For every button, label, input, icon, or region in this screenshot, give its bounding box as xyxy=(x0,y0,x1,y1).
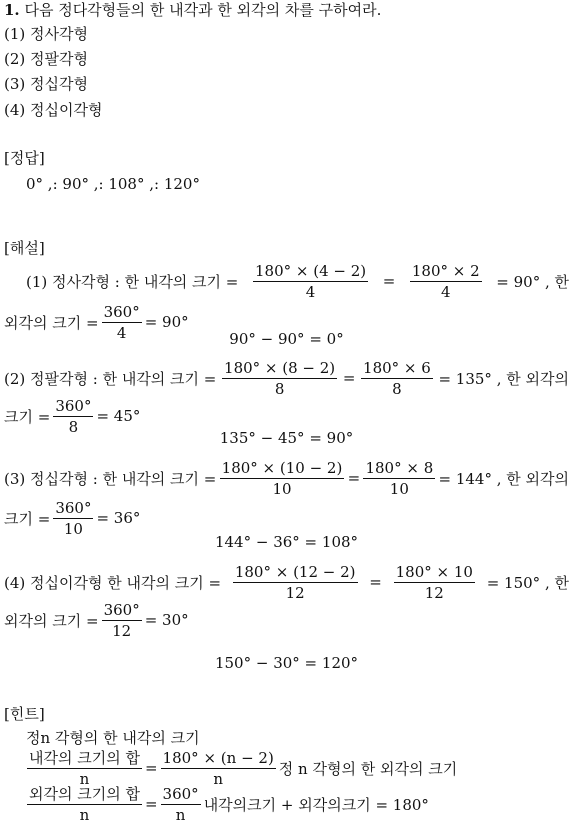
p4-tail: = 150° , 한 xyxy=(486,573,569,592)
problem-statement xyxy=(4,0,381,20)
p2-difference: 135° − 45° = 90° xyxy=(219,429,354,447)
p3-fraction-2: $\frac{180^\circ \times 8}{10}$ xyxy=(365,458,434,498)
p3-difference: 144° − 36° = 108° xyxy=(214,533,359,551)
hint-line2-tail: 정 n 각형의 한 외각의 크기 xyxy=(278,759,458,778)
p1-difference: 90° − 90° = 0° xyxy=(229,330,344,348)
problem-item-3: (3) 정십각형 xyxy=(4,75,88,93)
p3-line2-result: = 36° xyxy=(96,509,141,527)
hint-line3-equals: = xyxy=(144,795,158,813)
hint-exterior-formula-fraction: $\frac{360^\circ}{n}$ xyxy=(162,784,199,824)
p3-fraction-3: $\frac{360^\circ}{10}$ xyxy=(55,498,92,538)
p1-tail: = 90° , 한 xyxy=(496,272,569,291)
p2-fraction-2: $\frac{180^\circ \times 6}{8}$ xyxy=(363,358,431,398)
p4-lead: (4) 정십이각형 한 내각의 크기 = xyxy=(4,573,222,592)
p4-difference: 150° − 30° = 120° xyxy=(214,654,359,672)
hint-exterior-sum-fraction: $\frac{\text{외각의 크기의 합}}{n}$ xyxy=(29,784,140,824)
p2-line2-result: = 45° xyxy=(96,407,141,425)
p3-lead: (3) 정십각형 : 한 내각의 크기 = xyxy=(4,469,217,488)
p4-equals: = xyxy=(369,573,382,591)
p1-fraction-1: $\frac{180^\circ \times (4 - 2)}{4}$ xyxy=(254,261,367,301)
p2-lead: (2) 정팔각형 : 한 내각의 크기 = xyxy=(4,369,217,388)
p1-line2-lead: 외각의 크기 = xyxy=(4,313,99,332)
hint-line3-tail: 내각의크기 + 외각의크기 = 180° xyxy=(203,795,429,814)
p4-fraction-2: $\frac{180^\circ \times 10}{12}$ xyxy=(395,562,473,602)
problem-number: 1. xyxy=(4,1,20,19)
problem-question: 다음 정다각형들의 한 내각과 한 외각의 차를 구하여라. xyxy=(24,1,382,19)
explanation-header: [해설] xyxy=(4,239,45,257)
explanation-part-4-line-2 xyxy=(4,598,189,642)
problem-item-2: (2) 정팔각형 xyxy=(4,50,88,68)
answer-header: [정답] xyxy=(4,149,45,167)
hint-interior-formula-fraction: $\frac{180^\circ \times (n - 2)}{n}$ xyxy=(162,748,274,788)
problem-item-4: (4) 정십이각형 xyxy=(4,101,103,119)
p4-line2-result: = 30° xyxy=(144,611,189,629)
p3-tail: = 144° , 한 외각의 xyxy=(438,469,569,488)
p1-line2-result: = 90° xyxy=(144,313,189,331)
p1-equals: = xyxy=(382,272,396,290)
answer-text: 0° ,: 90° ,: 108° ,: 120° xyxy=(26,175,200,193)
p2-fraction-3: $\frac{360^\circ}{8}$ xyxy=(55,396,92,436)
p4-fraction-3: $\frac{360^\circ}{12}$ xyxy=(103,600,140,640)
p1-lead: (1) 정사각형 : 한 내각의 크기 = xyxy=(26,272,239,291)
p1-fraction-2: $\frac{180^\circ \times 2}{4}$ xyxy=(411,261,480,301)
p1-fraction-3: $\frac{360^\circ}{4}$ xyxy=(103,302,140,342)
p3-line2-lead: 크기 = xyxy=(4,509,51,528)
p2-fraction-1: $\frac{180^\circ \times (8 - 2)}{8}$ xyxy=(224,358,336,398)
p2-equals: = xyxy=(342,369,356,387)
p4-line2-lead: 외각의 크기 = xyxy=(4,611,99,630)
p3-equals: = xyxy=(347,469,361,487)
problem-item-1: (1) 정사각형 xyxy=(4,25,88,43)
p4-fraction-1: $\frac{180^\circ \times (12 - 2)}{12}$ xyxy=(234,562,356,602)
hint-line2-equals: = xyxy=(144,759,158,777)
hint-line-1: 정n 각형의 한 내각의 크기 xyxy=(26,729,200,747)
hint-header: [힌트] xyxy=(4,705,45,723)
p2-tail: = 135° , 한 외각의 xyxy=(438,369,569,388)
p3-fraction-1: $\frac{180^\circ \times (10 - 2)}{10}$ xyxy=(221,458,343,498)
explanation-part-1-line-1 xyxy=(0,259,573,303)
hint-line-3 xyxy=(24,782,429,826)
hint-interior-sum-fraction: $\frac{\text{내각의 크기의 합}}{n}$ xyxy=(29,748,140,788)
explanation-part-3-line-1 xyxy=(0,456,573,500)
p2-line2-lead: 크기 = xyxy=(4,407,51,426)
